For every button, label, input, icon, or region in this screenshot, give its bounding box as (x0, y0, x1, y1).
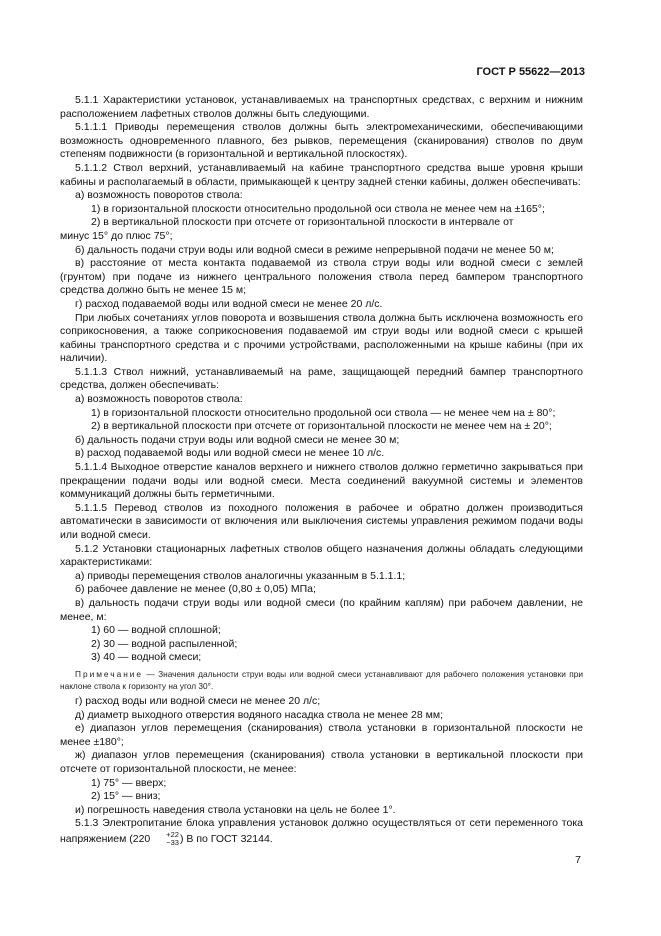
list-item: 1) в горизонтальной плоскости относительно продольной оси ствола не менее чем на ±165°; (91, 202, 545, 215)
list-item: б) дальность подачи струи воды или водной смеси в режиме непрерывной подачи не менее 50 м; (75, 243, 554, 256)
list-item: е) диапазон углов перемещения (сканирования) ствола установки в горизонтальной плоскости не менее ±180°; (60, 722, 583, 748)
list-item: ж) диапазон углов перемещения (сканирования) ствола установки в вертикальной плоскости при отсчете от горизонтальной плоскости, не менее: (60, 749, 583, 775)
list-item: г) расход воды или водной смеси не менее 20 л/с; (75, 694, 321, 707)
tolerance-lower: −33 (166, 837, 179, 847)
list-item: 1) 60 — водной сплошной; (91, 624, 221, 637)
clause-5-1-1-2: 5.1.1.2 Ствол верхний, устанавливаемый на кабине транспортного средства выше уровня крыши кабины и располагаемый в области, примыкающей к центру задней стенки кабины, должен обеспечивать: (60, 161, 583, 188)
list-item-continuation: минус 15° до плюс 75°; (60, 229, 173, 242)
document-header: ГОСТ Р 55622—2013 (476, 66, 585, 78)
note (60, 668, 583, 692)
clause-5-1-1-1: 5.1.1.1 Приводы перемещения стволов должны быть электромеханическими, обеспечивающими возможность одновременного плавного, без рывков, перемещения (сканирования) стволов по двум степеням подвижности (в горизонтальной и вертикальной плоскостях). (60, 121, 583, 161)
list-item: д) диаметр выходного отверстия водяного насадка ствола не менее 28 мм; (75, 708, 444, 721)
list-item: 3) 40 — водной смеси; (91, 651, 202, 664)
list-item: и) погрешность наведения ствола установки на цель не более 1°. (75, 803, 396, 816)
clause-5-1-1-5: 5.1.1.5 Перевод стволов из походного положения в рабочее и обратно должен производиться автоматически в зависимости от включения или выключения системы управления режимом подачи воды или водной смеси. (60, 501, 583, 541)
clause-text: ) В по ГОСТ 32144. (179, 832, 273, 845)
list-item: в) расстояние от места контакта подаваемой из ствола струи воды или водной смеси с землей (грунтом) при подаче из нижнего центрального положения ствола перед бампером транспортного средства должно быть не менее 15 м; (60, 257, 583, 297)
list-item: а) возможность поворотов ствола: (75, 189, 243, 202)
voltage-tolerance (151, 831, 179, 847)
note-text: — Значения дальности струи воды или водной смеси устанавливают для рабочего положения установки при наклоне ствола к горизонту на угол 30°. (60, 668, 583, 691)
list-item: г) расход подаваемой воды или водной смеси не менее 20 л/с. (75, 297, 383, 310)
note-label: Примечание (75, 668, 144, 679)
list-item: 2) в вертикальной плоскости при отсчете от горизонтальной плоскости не менее чем на ± 20°; (91, 420, 552, 433)
tolerance-upper: +22 (166, 829, 179, 839)
list-item: в) расход подаваемой воды или водной смеси не менее 10 л/с. (75, 447, 385, 460)
list-item: 2) в вертикальной плоскости при отсчете от горизонтальной плоскости в интервале от (91, 216, 514, 229)
list-item: 2) 30 — водной распыленной; (91, 637, 238, 650)
list-item: 1) в горизонтальной плоскости относительно продольной оси ствола — не менее чем на ± 80°; (91, 406, 556, 419)
list-item: а) приводы перемещения стволов аналогичны указанным в 5.1.1.1; (75, 569, 406, 582)
list-item: 1) 75° — вверх; (91, 776, 167, 789)
list-item: б) дальность подачи струи воды или водной смеси не менее 30 м; (75, 433, 400, 446)
clause-5-1-3 (60, 817, 583, 847)
page-body (60, 94, 583, 847)
clause-5-1-1-4: 5.1.1.4 Выходное отверстие каналов верхнего и нижнего стволов должно герметично закрываться при прекращении подачи воды или водной смеси. Места соединений вакуумной системы и элементов коммуникаций должны быть герметичными. (60, 461, 583, 501)
list-item: б) рабочее давление не менее (0,80 ± 0,05) МПа; (75, 583, 316, 596)
clause-5-1-1-3: 5.1.1.3 Ствол нижний, устанавливаемый на раме, защищающей передний бампер транспортного средства, должен обеспечивать: (60, 365, 583, 392)
list-item: в) дальность подачи струи воды или водной смеси (по крайним каплям) при рабочем давлении, не менее, м: (60, 596, 583, 623)
list-item: 2) 15° — вниз; (91, 790, 161, 803)
paragraph: При любых сочетаниях углов поворота и возвышения ствола должна быть исключена возможность его соприкосновения, а также соприкосновения подаваемой им струи воды или водной смеси с крышей кабины транспортного средства и с прочими устройствами, расположенными на крыше кабины (при их наличии). (60, 311, 583, 365)
clause-5-1-1: 5.1.1 Характеристики установок, устанавливаемых на транспортных средствах, с верхним и нижним расположением лафетных стволов должны быть следующими. (60, 94, 583, 120)
clause-text: 5.1.3 Электропитание блока управления установок должно осуществляться от сети переменного тока напряжением (220 (60, 817, 583, 845)
clause-5-1-2: 5.1.2 Установки стационарных лафетных стволов общего назначения должны обладать следующими характеристиками: (60, 542, 583, 569)
list-item: а) возможность поворотов ствола: (75, 393, 243, 406)
page-number: 7 (575, 854, 581, 866)
